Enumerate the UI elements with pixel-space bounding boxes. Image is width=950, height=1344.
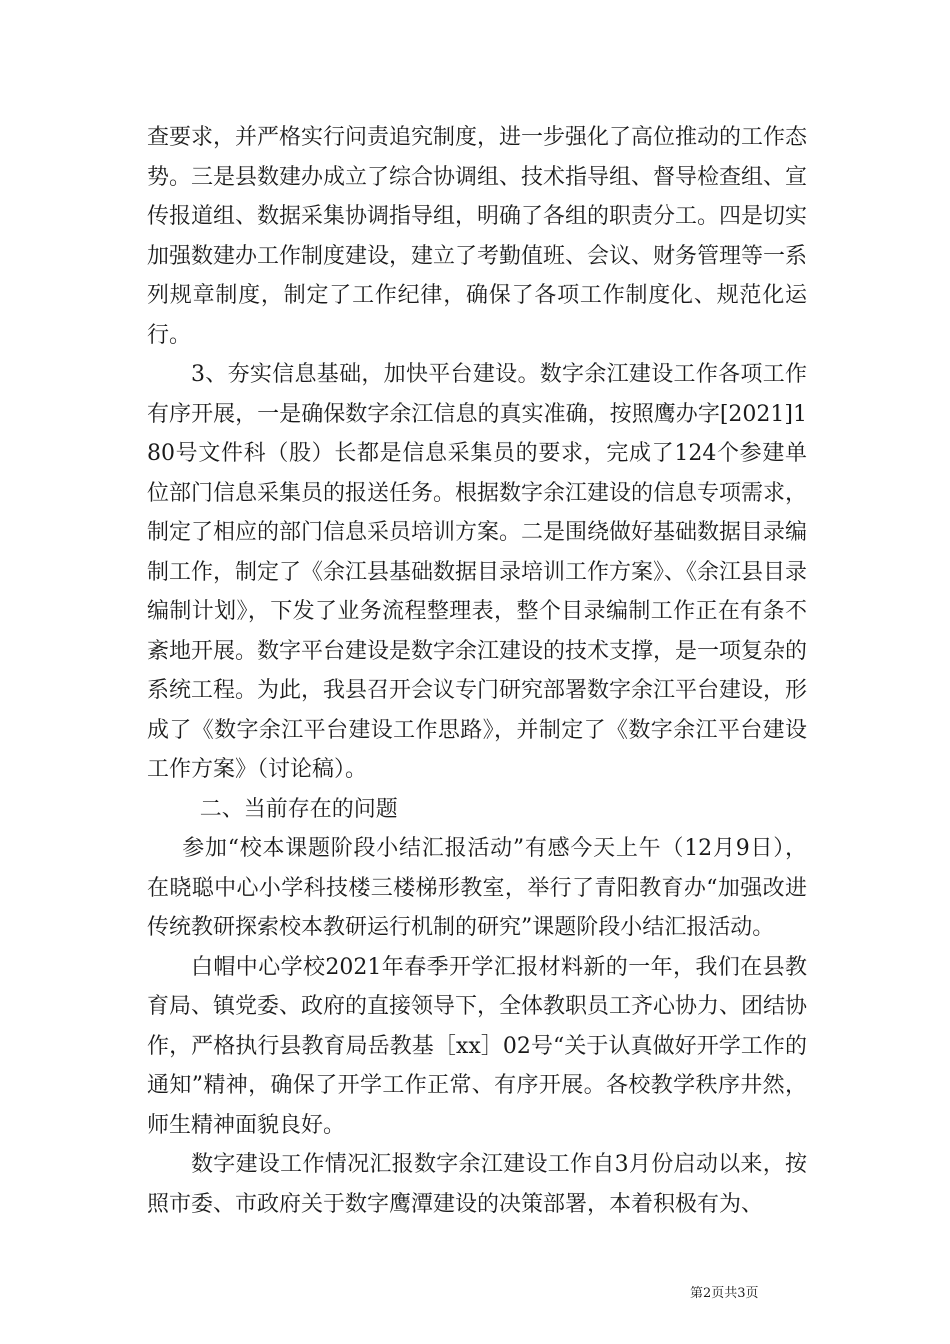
paragraph-report-activity: 参加“校本课题阶段小结汇报活动”有感今天上午（12月9日），在晓聪中心小学科技楼三楼梯形教室，举行了青阳教育办“加强改进传统教研探索校本教研运行机制的研究”课题阶段小结汇报活动。 (147, 836, 807, 940)
paragraph-school-report: 白帽中心学校2021年春季开学汇报材料新的一年，我们在县教育局、镇党委、政府的直接领导下，全体教职员工齐心协力、团结协作，严格执行县教育局岳教基［xx］02号“关于认真做好开学工作的通知”精神，确保了开学工作正常、有序开展。各校教学秩序井然，师生精神面貌良好。 (147, 954, 808, 1138)
page-number-footer: 第2页共3页 (690, 1286, 759, 1301)
paragraph-continuation: 查要求，并严格实行问责追究制度，进一步强化了高位推动的工作态势。三是县数建办成立了综合协调组、技术指导组、督导检查组、宣传报道组、数据采集协调指导组，明确了各组的职责分工。四是切实加强数建办工作制度建设，建立了考勤值班、会议、财务管理等一系列规章制度，制定了工作纪律，确保了各项工作制度化、规范化运行。 (147, 125, 808, 348)
section-heading-current-problems: 二、当前存在的问题 (199, 796, 398, 822)
paragraph-platform-construction: 3、夯实信息基础，加快平台建设。数字余江建设工作各项工作有序开展，一是确保数字余江信息的真实准确，按照鹰办字[2021]180号文件科（股）长都是信息采集员的要求，完成了124个参建单位部门信息采集员的报送任务。根据数字余江建设的信息专项需求，制定了相应的部门信息采员培训方案。二是围绕做好基础数据目录编制工作，制定了《余江县基础数据目录培训工作方案》、《余江县目录编制计划》，下发了业务流程整理表，整个目录编制工作正在有条不紊地开展。数字平台建设是数字余江建设的技术支撑，是一项复杂的系统工程。为此，我县召开会议专门研究部署数字余江平台建设，形成了《数字余江平台建设工作思路》，并制定了《数字余江平台建设工作方案》（讨论稿）。 (147, 362, 808, 782)
document-body (147, 118, 807, 1224)
paragraph-digital-construction: 数字建设工作情况汇报数字余江建设工作自3月份启动以来，按照市委、市政府关于数字鹰潭建设的决策部署，本着积极有为、 (147, 1152, 807, 1217)
